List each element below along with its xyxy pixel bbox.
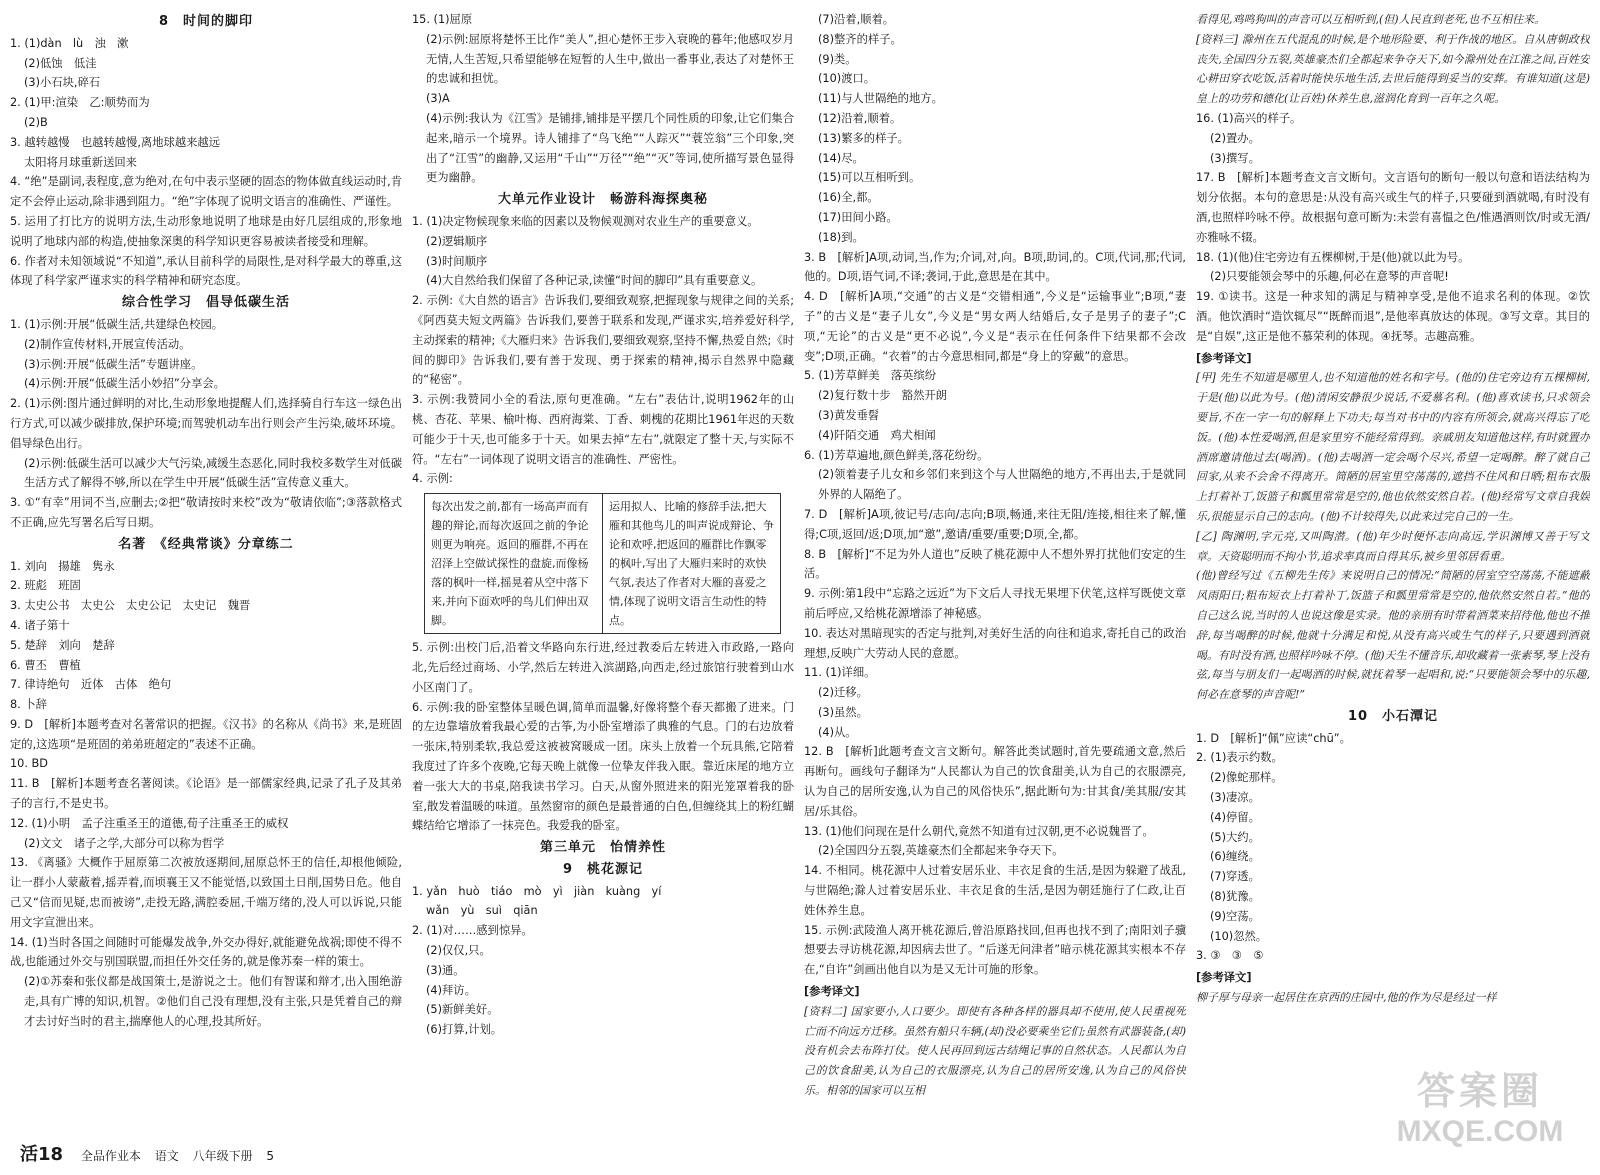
unit-title: 第三单元 怡情养性 (539, 840, 666, 856)
section-title: 名著 《经典常谈》分章练二 (118, 536, 294, 552)
reference-translation-heading: [参考译文] (1196, 351, 1252, 365)
answer-line: (3)黄发垂髫 (818, 408, 880, 422)
answer-line: (2)置办。 (1210, 131, 1260, 145)
answer-line: (8)整齐的样子。 (818, 32, 902, 46)
section-title: 大单元作业设计 畅游科海探奥秘 (497, 192, 708, 208)
answer-line: (4)阡陌交通 鸡犬相闻 (818, 428, 936, 442)
answer-line: (10)忽然。 (1210, 929, 1268, 943)
translation-paragraph: 柳子厚与母亲一起居住在京西的庄园中,他的作为尽是经过一样 (1196, 991, 1497, 1005)
answer-line: (3)撰写。 (1210, 151, 1260, 165)
annotation-table (424, 493, 781, 634)
answer-line: (3)示例:开展“低碳生活”专题讲座。 (24, 357, 203, 371)
answer-line: 1. yǎn huò tiáo mò yì jiàn kuàng yí (412, 884, 662, 898)
answer-line: (4)大自然给我们保留了各种记录,读懂“时间的脚印”具有重要意义。 (426, 274, 763, 288)
answer-line: 14. (1)当时各国之间随时可能爆发战争,外交办得好,就能避免战祸;即使不得不战,也能通过外交与别国联盟,而担任外交任务的,就是像苏秦一样的策士。 (10, 935, 402, 969)
answer-line: (14)尽。 (818, 151, 864, 165)
answer-line: 10. 表达对黑暗现实的否定与批判,对美好生活的向往和追求,寄托自己的政治理想,反映广大劳动人民的意愿。 (804, 626, 1186, 660)
answer-line: 11. B [解析]本题考查名著阅读。《论语》是一部儒家经典,记录了孔子及其弟子的言行,不是史书。 (10, 777, 402, 811)
answer-line: 4. “绝”是副词,表程度,意为绝对,在句中表示坚硬的固态的物体做直线运动时,肯定不会停止运动,除非遇到阻力。“绝”字体现了说明文语言的准确性、严谨性。 (10, 175, 402, 209)
translation-paragraph: (他)曾经写过《五柳先生传》来说明自己的情况:“简陋的居室空空荡荡,不能遮蔽风雨阳日;粗布短衣上打着补丁,饭篮子和瓢里常常是空的,他依然安然自若。”他的自己这么说,当时的人也说这像是实录。他的亲朋有时带着酒菜来招待他,他也不推辞,每当喝醉的时候,他就十分满足和悦,从没有高兴或生气的样子,只要遇到酒就喝。有时没有酒,也照样吟咏不停。(他)天生不懂音乐,却收藏着一张素琴,琴上没有弦,每当与朋友们一起喝酒的时候,就抚着琴一起唱和,说:“只要能领会琴中的乐趣,何必在意琴的声音呢!” (1196, 569, 1590, 702)
translation-paragraph: 看得见,鸡鸣狗叫的声音可以互相听到,(但)人民直到老死,也不互相往来。 (1196, 13, 1546, 26)
page-number: 5 (266, 1149, 275, 1163)
answer-line: (15)可以互相听到。 (818, 171, 921, 185)
section-title: 8 时间的脚印 (158, 14, 254, 29)
answer-line: 11. (1)详细。 (804, 666, 876, 680)
translation-paragraph: [乙] 陶渊明,字元亮,又叫陶潜。(他)年少时便怀志向高远,学识渊博又善于写文章。天资聪明而不拘小节,追求率真而自得其乐,被乡里邻居看重。 (1196, 529, 1590, 563)
answer-line: 3. ③ ③ ⑤ (1196, 949, 1264, 963)
answer-line: (3)凄凉。 (1210, 791, 1260, 805)
answer-line: 5. 示例:出校门后,沿着文华路向东行进,经过教委后左转进入市政路,一路向北,先后经过商场、小学,然后左转进入滨湖路,向西走,经过旅馆行驶着到山水小区南门了。 (412, 641, 794, 694)
answer-line: 14. 不相同。桃花源中人过着安居乐业、丰衣足食的生活,是因为躲避了战乱,与世隔绝;滁人过着安居乐业、丰衣足食的生活,是因为朝廷施行了仁政,让百姓休养生息。 (804, 864, 1186, 917)
section-title: 综合性学习 倡导低碳生活 (121, 295, 290, 311)
answer-line: (18)到。 (818, 230, 864, 244)
answer-line: 3. 太史公书 太史公 太史公记 太史记 魏晋 (10, 599, 251, 613)
annotation-analysis: 运用拟人、比喻的修辞手法,把大雁和其他鸟儿的叫声说成辩论、争论和欢呼,把返回的雁群比作飘零的枫叶,写出了大雁归来时的欢快气氛,表达了作者对大雁的喜爱之情,体现了说明文语言生动性的特点。 (602, 494, 780, 633)
answer-line: 4. 诸子第十 (10, 618, 70, 632)
answer-line: (2)制作宣传材料,开展宣传活动。 (24, 337, 191, 351)
answer-line: (3)时间顺序 (426, 254, 488, 268)
answer-line: (2)逻辑顺序 (426, 234, 488, 248)
column-1 (10, 10, 402, 1132)
answer-line: (4)示例:开展“低碳生活小妙招”分享会。 (24, 377, 225, 391)
answer-line: 2. (1)表示约数。 (1196, 751, 1283, 765)
answer-line: (2)只要能领会琴中的乐趣,何必在意琴的声音呢! (1210, 270, 1449, 284)
answer-line: 9. 示例:第1段中“忘路之远近”为下文后人寻找无果埋下伏笔,这样写既使文章前后呼应,又给桃花源增添了神秘感。 (804, 587, 1186, 620)
answer-line: (4)示例:我认为《江雪》是铺排,铺排是平摆几个同性质的印象,让它们集合起来,暗示一个境界。诗人铺排了“鸟飞绝”“人踪灭”“蓑笠翁”三个印象,突出了“江雪”的幽静,又运用“千山”“万径”“绝”“灭”等词,使所描写景色显得更为幽静。 (426, 111, 794, 185)
column-2 (412, 10, 794, 1132)
answer-line: 2. 示例:《大自然的语言》告诉我们,要细致观察,把握现象与规律之间的关系;《阿西莫夫短文两篇》告诉我们,要善于联系和发现,严谨求实,培养爱好科学,主动探索的精神;《大雁归来》告诉我们,要细致观察,坚持不懈,热爱自然;《时间的脚印》告诉我们,要有善于发现、勇于探索的精神,揭示自然界中隐藏的“秘密”。 (412, 294, 794, 387)
answer-line: 17. B [解析]本题考查文言文断句。文言语句的断句一般以句意和语法结构为划分依据。本句的意思是:从没有高兴或生气的样子,只要碰到酒就喝,有时没有酒,也照样吟咏不停。故根据句意可断为:未尝有喜愠之色/惟遇酒则饮/时或无酒/亦雅咏不辍。 (1196, 171, 1590, 244)
answer-line: 15. 示例:武陵渔人离开桃花源后,曾沿原路找回,但再也找不到了;南阳刘子骥想要去寻访桃花源,却因病去世了。“后遂无问津者”暗示桃花源其实根本不存在,“自许”剑画出他自以为是又无计可施的形象。 (804, 923, 1186, 977)
answer-line: (2)低蚀 低洼 (24, 56, 97, 70)
answer-line: (12)沿着,顺着。 (818, 111, 902, 125)
answer-line: (17)田间小路。 (818, 210, 898, 224)
answer-line: 8. B [解析]“不足为外人道也”反映了桃花源中人不想外界打扰他们安定的生活。 (804, 547, 1186, 581)
answer-line: 1. (1)决定物候现象来临的因素以及物候观测对农业生产的重要意义。 (412, 214, 759, 228)
answer-line: (2)文文 诸子之学,大部分可以称为哲学 (24, 836, 225, 850)
answer-line: (2)迁移。 (818, 686, 868, 700)
watermark-url: MXQE.COM (1396, 1115, 1564, 1148)
answer-line: (7)穿透。 (1210, 870, 1260, 884)
page-footer (20, 1140, 284, 1166)
answer-line: 16. (1)高兴的样子。 (1196, 111, 1302, 125)
answer-line: 19. ①读书。这是一种求知的满足与精神享受,是他不追求名利的体现。②饮酒。他饮酒时“造饮辄尽”“既醉而退”,是他率真放达的体现。③写文章。其目的是“自娱”,这正是他不慕荣利的体现。④抚琴。志趣高雅。 (1196, 290, 1590, 343)
answer-line: 6. 示例:我的卧室整体呈暖色调,简单而温馨,好像将整个春天都搬了进来。门的左边靠墙放着我最心爱的古筝,为小卧室增添了典雅的气息。门的右边放着一张床,特别柔软,我总爱这被被窝暖成一团。床头上放着一个玩具熊,它陪着我度过了许多个夜晚,它每天晚上就像一位挚友伴我入眠。靠近床尾的地方立着一张大大的书桌,陪我读书学习。白天,从窗外照进来的阳光笼罩着我的卧室,散发着温暖的味道。虽然窗帘的颜色是最普通的白色,但缠绕其上的粉红蝴蝶结给它增添了一抹亮色。我爱我的卧室。 (412, 700, 794, 833)
answer-line: 5. 楚辞 刘向 楚辞 (10, 638, 115, 652)
answer-line: 1. (1)示例:开展“低碳生活,共建绿色校园。 (10, 317, 224, 331)
section-title: 9 桃花源记 (562, 861, 644, 877)
answer-line: 3. B [解析]A项,动词,当,作为;介词,对,向。B项,助词,的。C项,代词,那;代词,他的。D项,语气词,不译;袭词,于此,意思是在其中。 (804, 250, 1186, 284)
answer-line: 7. 律诗绝句 近体 古体 绝句 (10, 678, 172, 692)
answer-line: (13)繁多的样子。 (818, 131, 909, 145)
series-name: 全品作业本 (80, 1149, 141, 1163)
answer-line: (2)领着妻子儿女和乡邻们来到这个与人世隔绝的地方,不再出去,于是就同外界的人隔绝了。 (818, 468, 1186, 502)
answer-line: (8)犹豫。 (1210, 890, 1260, 904)
translation-paragraph: [资料二] 国家要小,人口要少。即使有各种各样的器具却不使用,使人民重视死亡而不向远方迁移。虽然有船只车辆,(却)没必要乘坐它们;虽然有武器装备,(却)没有机会去布阵打仗。使人民再回到远古结绳记事的自然状态。人民都认为自己的饮食甜美,认为自己的衣服漂亮,认为自己的居所安逸,认为自己的风俗快乐。相邻的国家可以互相 (804, 1004, 1186, 1098)
answer-line: (4)拜访。 (426, 983, 476, 997)
answer-line: 13. (1)他们问现在是什么朝代,竟然不知道有过汉朝,更不必说魏晋了。 (804, 824, 1154, 838)
answer-line: (6)打算,计划。 (426, 1023, 503, 1037)
answer-line: 7. D [解析]A项,彼记号/志向/志向;B项,畅通,来往无阻/连接,相往来了解,懂得;C项,返回/返;D项,加“邀”,邀请/重要/重要;D项,全,都。 (804, 507, 1186, 541)
answer-line: (3)通。 (426, 963, 465, 977)
watermark (1375, 1060, 1585, 1164)
translation-paragraph: [甲] 先生不知道是哪里人,也不知道他的姓名和字号。(他的)住宅旁边有五棵柳树,于是(他)以此为号。(他)清闲安静很少说话,不爱慕名利。(他)喜欢读书,只求领会要旨,不在一字一句的解释上下功夫;每当对书中的内容有所领会,就高兴得忘了吃饭。(他)本性爱喝酒,但是家里穷不能经常得到。亲戚朋友知道他这样,有时就置办酒席邀请他过去(喝酒)。(他)去喝酒一定会喝个尽兴,希望一定喝醉。醉了就自己回家,从来不会舍不得离开。简陋的居室里空荡荡的,遮挡不住风和日晒;粗布衣服上打着补丁,饭篮子和瓢里常常是空的,他也依然安然自若。(他)经常写文章自我娱乐,很能显示自己的志向。(他)不计较得失,以此来过完自己的一生。 (1196, 371, 1590, 523)
answer-line: 5. 运用了打比方的说明方法,生动形象地说明了地球是由好几层组成的,形象地说明了地球内部的构造,使抽象深奥的科学知识更容易被读者接受和理解。 (10, 214, 402, 248)
answer-line: 2. (1)对……感到惊异。 (412, 924, 533, 938)
answer-line: 1. (1)dàn lù 浊 漱 (10, 36, 129, 50)
answer-line: wǎn yù suì qiān (426, 904, 538, 918)
answer-line: 12. B [解析]此题考查文言文断句。解答此类试题时,首先要疏通文意,然后再断句。画线句子翻译为“人民都认为自己的饮食甜美,认为自己的衣服漂亮,认为自己的居所安逸,认为自己的风俗快乐”,据此断句为:甘其食/美其服/安其居/乐其俗。 (804, 745, 1186, 818)
answer-line: 3. ①“有幸”用词不当,应删去;②把“敬请按时来校”改为“敬请依临”;③落款格式不正确,应先写署名后写日期。 (10, 496, 402, 529)
answer-line: (3)虽然。 (818, 705, 868, 719)
subject-name: 语文 (154, 1149, 179, 1163)
answer-line: (2)示例:低碳生活可以减少大气污染,减缓生态恶化,同时我校多数学生对低碳生活方式了解得不够,所以在学生中开展“低碳生活”宣传意义重大。 (24, 456, 402, 490)
answer-line: 4. D [解析]A项,“交通”的古义是“交错相通”,今义是“运输事业”;B项,“妻子”的古义是“妻子儿女”,今义是“男女两人结婚后,女子是男子的妻子”;C项,“无论”的古义是“更不必说”,今义是“表示在任何条件下结果都不会改变”;D项,正确。“衣着”的古今意思相同,都是“身上的穿戴”的意思。 (804, 290, 1186, 363)
answer-line: 2. 班彪 班固 (10, 579, 81, 593)
answer-line: 4. 示例: (412, 472, 453, 486)
answer-line: 1. D [解析]“佩”应读“chū”。 (1196, 731, 1351, 745)
answer-line: (10)渡口。 (818, 72, 876, 86)
section-title: 10 小石潭记 (1347, 708, 1439, 724)
answer-line: (6)缠绕。 (1210, 850, 1260, 864)
answer-line: (2)示例:屈原将楚怀王比作“美人”,担心楚怀王步入衰晚的暮年;他感叹岁月无情,人生苦短,只希望能够在短暂的人生中,做出一番事业,表达了对楚怀王的忠诚和担忧。 (426, 32, 794, 86)
answer-line: 15. (1)屈原 (412, 13, 473, 26)
answer-line: 5. (1)芳草鲜美 落英缤纷 (804, 369, 937, 383)
answer-line: (2)①苏秦和张仪都是战国策士,是游说之士。他们有智谋和辩才,出入围绝游走,具有广博的知识,机智。②他们自己没有理想,没有主张,只是凭着自己的辩才去讨好当时的君主,揣摩他人的心理,投其所好。 (24, 975, 402, 1028)
answer-line: 8. 卜辞 (10, 698, 47, 712)
answer-line: 12. (1)小明 孟子注重圣王的道德,荀子注重圣王的威权 (10, 816, 289, 830)
answer-line: (3)小石块,碎石 (24, 76, 101, 90)
answer-line: 3. 示例:我赞同小全的看法,原句更准确。“左右”表估计,说明1962年的山桃、杏花、苹果、榆叶梅、西府海棠、丁香、刺槐的花期比1961年迟的天数可能少于十天,也可能多于十天。如果去掉“左右”,就限定了整十天,与实际不符。“左右”一词体现了说明文语言的准确性、严密性。 (412, 393, 794, 466)
answer-line: (2)全国四分五裂,英雄豪杰们全都起来争夺天下。 (818, 844, 1064, 858)
page-label: 活18 (20, 1144, 64, 1165)
translation-paragraph: [资料三] 滁州在五代混乱的时候,是个地形险要、利于作战的地区。自从唐朝政权丧失,全国四分五裂,英雄豪杰们全都起来争夺天下,如今滁州处在江淮之间,百姓安心耕田穿衣吃饭,活着时能快乐地生活,去世后能得到妥当的安葬。有谁知道(这是)皇上的功劳和德化(让百姓)休养生息,滋润化育到一百年之久呢。 (1196, 32, 1590, 106)
reference-translation-heading: [参考译文] (804, 985, 860, 999)
reference-translation-heading: [参考译文] (1196, 971, 1252, 985)
answer-line: 10. BD (10, 757, 49, 771)
answer-line: (5)新鲜美好。 (426, 1003, 499, 1017)
answer-line: 9. D [解析]本题考查对名著常识的把握。《汉书》的名称从《尚书》来,是班固定的,这选项“是班固的弟弟班超定的”表述不正确。 (10, 717, 402, 751)
answer-line: (2)仅仅,只。 (426, 944, 491, 958)
answer-line: (4)从。 (818, 725, 857, 739)
answer-line: 3. 越转越慢 也越转越慢,离地球越来越远 (10, 135, 221, 149)
answer-line: 6. 作者对未知领域说“不知道”,承认目前科学的局限性,是对科学最大的尊重,这体现了科学家严谨求实的科学精神和研究态度。 (10, 254, 402, 288)
answer-line: (2)B (24, 115, 48, 129)
answer-line: (5)大约。 (1210, 830, 1260, 844)
answer-line: (11)与人世隔绝的地方。 (818, 92, 943, 106)
answer-line: (9)空荡。 (1210, 909, 1260, 923)
answer-line: 2. (1)示例:图片通过鲜明的对比,生动形象地提醒人们,选择骑自行车这一绿色出行方式,可以减少碳排放,保护环境;而驾驶机动车出行则会产生污染,破坏环境。倡导绿色出行。 (10, 397, 402, 450)
answer-line: 1. 刘向 揚雄 隽永 (10, 559, 115, 573)
grade-name: 八年级下册 (192, 1149, 253, 1163)
answer-line: (16)全,都。 (818, 191, 879, 205)
answer-line: (4)停留。 (1210, 810, 1260, 824)
column-4 (1196, 10, 1590, 1170)
answer-line: 18. (1)(他)住宅旁边有五棵柳树,于是(他)就以此为号。 (1196, 250, 1470, 264)
answer-line: (2)复行数十步 豁然开朗 (818, 389, 947, 403)
watermark-text: 答案圈 (1416, 1068, 1543, 1113)
answer-line: (3)A (426, 92, 450, 106)
answer-line: 6. (1)芳草遍地,颜色鲜美,落花纷纷。 (804, 448, 989, 462)
annotation-quote: 每次出发之前,都有一场高声而有趣的辩论,而每次返回之前的争论则更为响亮。返回的雁群,不再在沼泽上空做试探性的盘旋,而像杨落的枫叶一样,摇晃着从空中落下来,并向下面欢呼的鸟儿们伸出双脚。 (431, 500, 589, 628)
column-3 (804, 10, 1186, 1140)
answer-line: 太阳将月球重新送回来 (24, 155, 137, 169)
answer-line: 13. 《离骚》大概作于屈原第二次被放逐期间,屈原总怀王的信任,却根他倾险,让一群小人蒙蔽着,摇弄着,而顷襄王又不能觉悟,以致国土日削,国势日危。他自己又“信而见疑,忠而被谤”,走投无路,满腔委屈,千端万绪的,没人可以诉说,只能用文字宣泄出来。 (10, 856, 402, 929)
answer-line: (7)沿着,顺着。 (818, 13, 895, 26)
answer-line: 2. (1)甲:渲染 乙:顺势而为 (10, 96, 150, 110)
answer-line: 6. 曹丕 曹植 (10, 658, 81, 672)
answer-line: (9)类。 (818, 52, 857, 66)
answer-line: (2)像蛇那样。 (1210, 771, 1283, 785)
